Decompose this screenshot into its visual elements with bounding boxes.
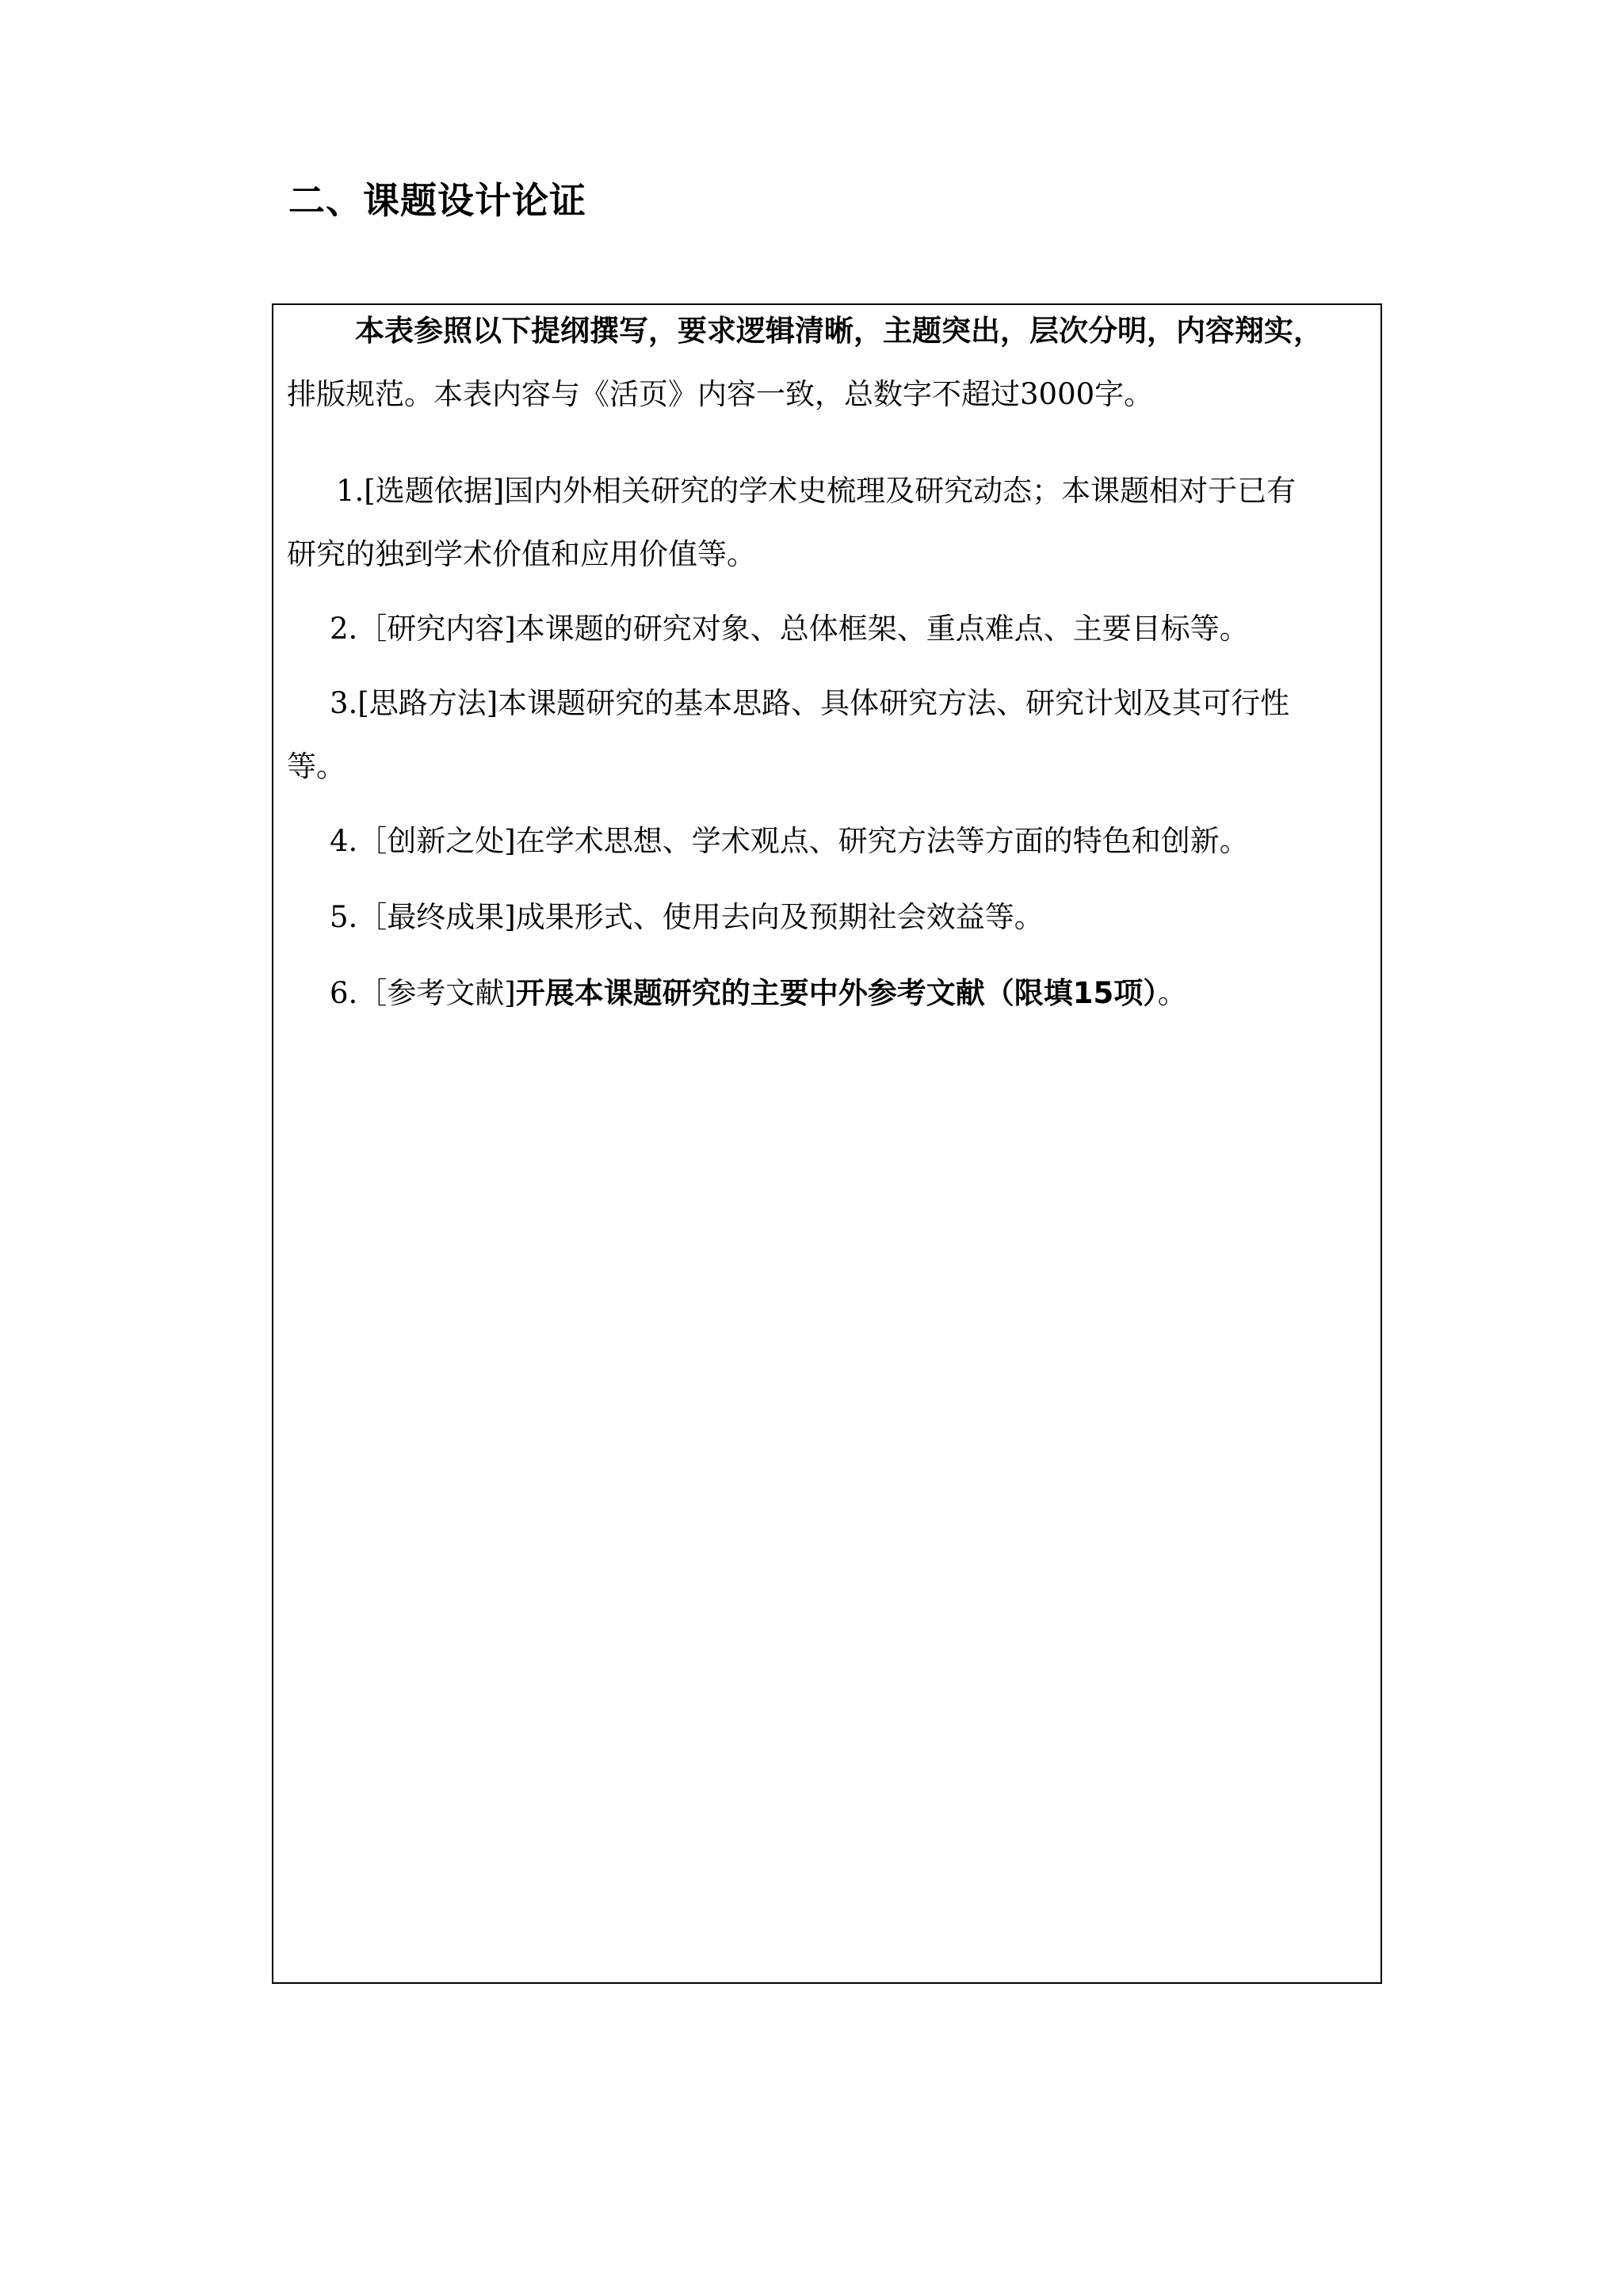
item-3-line-2: 等。	[287, 749, 346, 784]
item-3-line-1: 3.[思路方法]本课题研究的基本思路、具体研究方法、研究计划及其可行性	[330, 686, 1290, 720]
item-1-line-2: 研究的独到学术价值和应用价值等。	[287, 537, 756, 571]
item-5: 5.［最终成果]成果形式、使用去向及预期社会效益等。	[330, 900, 1044, 934]
item-6-prefix: 6.［参考文献]	[330, 976, 516, 1010]
item-1-line-1: 1.[选题依据]国内外相关研究的学术史梳理及研究动态；本课题相对于已有	[336, 474, 1296, 508]
intro-line-2: 排版规范。本表内容与《活页》内容一致，总数字不超过3000字。	[287, 377, 1154, 411]
intro-line-1: 本表参照以下提纲撰写，要求逻辑清晰，主题突出，层次分明，内容翔实，	[355, 314, 1323, 348]
item-6-suffix: 。	[1157, 976, 1187, 1010]
section-title: 二、课题设计论证	[288, 179, 586, 222]
item-6	[330, 973, 1187, 1014]
item-2: 2.［研究内容]本课题的研究对象、总体框架、重点难点、主要目标等。	[330, 612, 1249, 646]
item-6-bold-text: 开展本课题研究的主要中外参考文献（限填15项）	[515, 976, 1158, 1010]
item-4: 4.［创新之处]在学术思想、学术观点、研究方法等方面的特色和创新。	[330, 824, 1249, 858]
design-argument-form-box	[272, 303, 1382, 1984]
